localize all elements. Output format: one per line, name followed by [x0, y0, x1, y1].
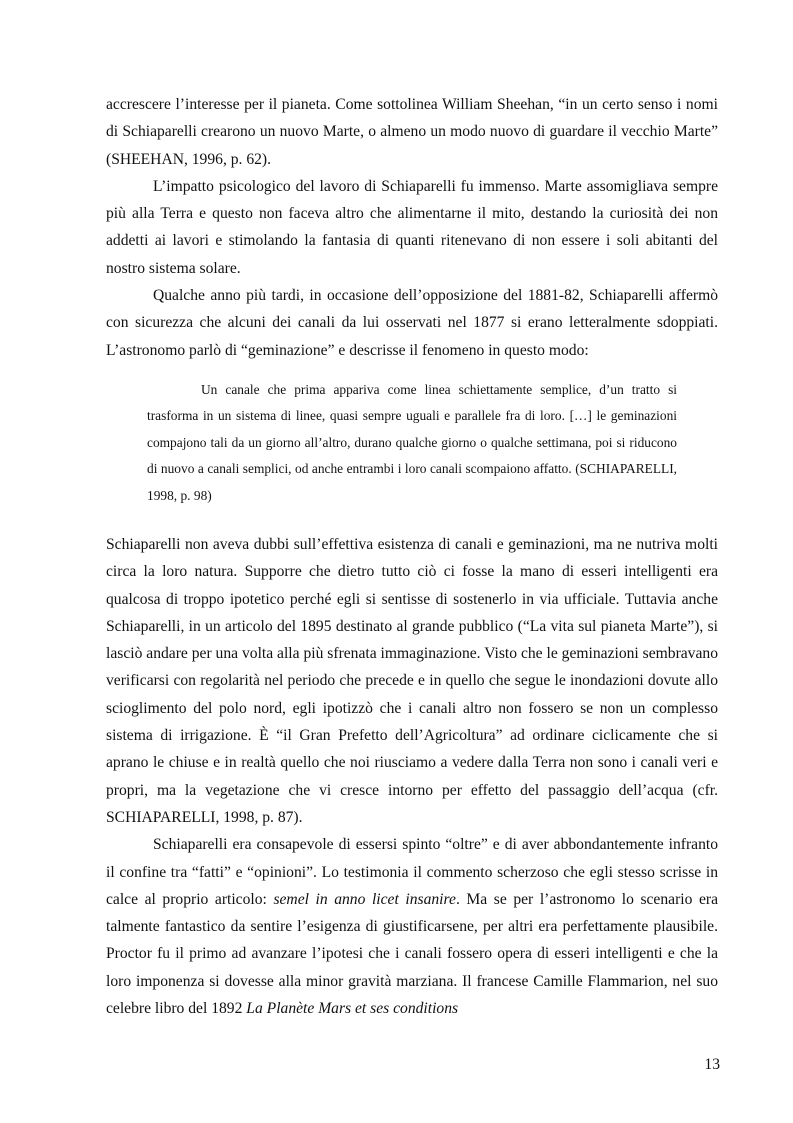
paragraph-gemination: Qualche anno più tardi, in occasione dell’opposizione del 1881-82, Schiaparelli affermò con sicurezza che alcuni dei canali da lui osservati nel 1877 si erano letteralmente sdoppiati. L’astronomo parlò di “geminazione” e descrisse il fenomeno in questo modo: [106, 287, 718, 359]
paragraph-after-quote: Schiaparelli non aveva dubbi sull’effettiva esistenza di canali e geminazioni, ma ne nutriva molti circa la loro natura. Supporre che dietro tutto ciò ci fosse la mano di esseri intelligenti era qualcosa di troppo ipotetico perché egli si sentisse di sostenerlo in via ufficiale. Tuttavia anche Schiaparelli, in un articolo del 1895 destinato al grande pubblico (“La vita sul pianeta Marte”), si lasciò andare per una volta alla più sfrenata immaginazione. Visto che le geminazioni sembravano verificarsi con regolarità nel periodo che precede e in quello che segue le inondazioni dovute allo scioglimento del polo nord, egli ipotizzò che i canali altro non fossero se non un complesso sistema di irrigazione. È “il Gran Prefetto dell’Agricoltura” ad ordinare ciclicamente che si aprano le chiuse e in realtà quello che noi riusciamo a vedere dalla Terra non sono i canali veri e propri, ma la vegetazione che vi cresce intorno per effetto del passaggio dell’acqua (cfr. SCHIAPARELLI, 1998, p. 87). [106, 536, 718, 826]
body-text [106, 91, 718, 1022]
paragraph-impact: L’impatto psicologico del lavoro di Schiaparelli fu immenso. Marte assomigliava sempre più alla Terra e questo non faceva altro che alimentarne il mito, destando la curiosità dei non addetti ai lavori e stimolando la fantasia di quanti ritenevano di non essere i soli abitanti del nostro sistema solare. [106, 177, 718, 277]
block-quote [147, 377, 677, 509]
page-number: 13 [704, 1056, 720, 1073]
block-quote-text: Un canale che prima appariva come linea schiettamente semplice, d’un tratto si trasforma in un sistema di linee, quasi sempre uguali e parallele fra di loro. […] le geminazioni compajono tali da un giorno all’altro, durano qualche giorno o qualche settimana, poi si riducono di nuovo a canali semplici, od anche entrambi i loro canali scompaiono affatto. (SCHIAPARELLI, 1998, p. 98) [147, 381, 677, 503]
book-title: La Planète Mars et ses conditions [246, 1000, 459, 1018]
paragraph-continuation: accrescere l’interesse per il pianeta. Come sottolinea William Sheehan, “in un certo senso i nomi di Schiaparelli crearono un nuovo Marte, o almeno un modo nuovo di guardare il vecchio Marte” (SHEEHAN, 1996, p. 62). [106, 96, 718, 168]
latin-phrase: semel in anno licet insanire [273, 890, 456, 908]
last-paragraph-part2: . Ma se per l’astronomo lo scenario era talmente fantastico da sentire l’esigenza di giustificarsene, per altri era perfettamente plausibile. Proctor fu il primo ad avanzare l’ipotesi che i canali fossero opera di esseri intelligenti e che la loro imponenza si dovesse alla minor gravità marziana. Il francese Camille Flammarion, nel suo celebre libro del 1892 [106, 890, 719, 1018]
paragraph-last [106, 831, 718, 1022]
last-paragraph-part1: Schiaparelli era consapevole di essersi spinto “oltre” e di aver abbondantemente infranto il confine tra “fatti” e “opinioni”. Lo testimonia il commento scherzoso che egli stesso scrisse in calce al proprio articolo: [106, 836, 718, 908]
